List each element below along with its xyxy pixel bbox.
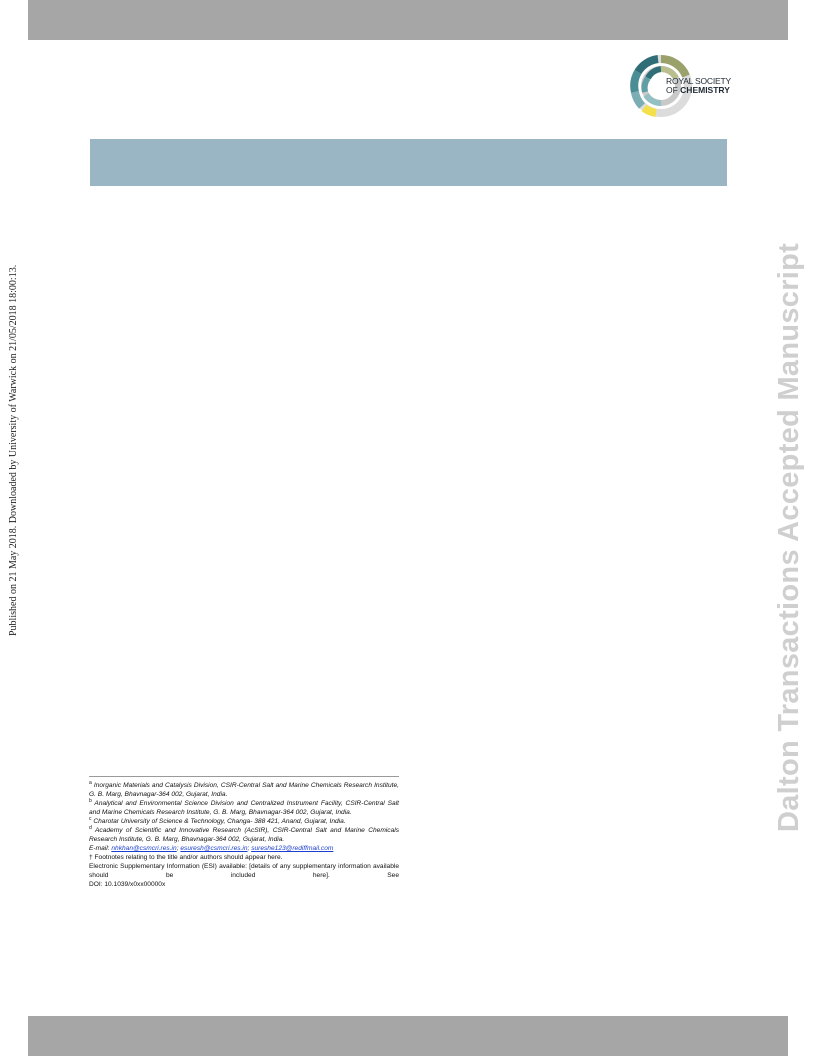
logo-line2: OF CHEMISTRY [666,85,730,95]
title-band [90,139,727,186]
bottom-gray-bar [28,1016,788,1056]
journal-watermark-text: Dalton Transactions Accepted Manuscript [773,242,805,832]
email-link-3[interactable]: sureshe123@rediffmail.com [251,845,334,852]
email-line: E-mail: nhkhan@csmcri.res.in; esuresh@csmcri.res.in; sureshe123@rediffmail.com [89,845,334,852]
rsc-logo-text [666,77,731,95]
footnotes [89,776,399,889]
footnote-c: $^c$ Charotar University of Science & Technology, Changa- 388 421, Anand, Gujarat, India. [89,815,346,825]
logo-line1: ROYAL SOCIETY [666,76,731,86]
published-notice: Published on 21 May 2018. Downloaded by University of Warwick on 21/05/2018 18:00:13. [8,264,19,636]
journal-watermark [772,220,806,832]
footnote-d: $^d$ Academy of Scientific and Innovative Research (AcSIR), CSIR-Central Salt and Marine Chemicals Research Institute, G. B. Marg, Bhavnagar-364 002, Gujarat, India. [89,824,400,843]
doi-line: DOI: 10.1039/x0xx00000x [89,881,166,888]
email-link-2[interactable]: esuresh@csmcri.res.in [180,845,248,852]
footnote-a: $^a$ Inorganic Materials and Catalysis Division, CSIR-Central Salt and Marine Chemicals Research Institute, G. B. Marg, Bhavnagar-364 002, Gujarat, India. [89,779,399,798]
top-gray-bar [28,0,788,40]
email-link-1[interactable]: nhkhan@csmcri.res.in [111,845,177,852]
published-sidebar [2,236,22,636]
footnote-rule [89,776,399,777]
footnote-b: $^b$ Analytical and Environmental Science Division and Centralized Instrument Facility, CSIR-Central Salt and Marine Chemicals Research Institute, G. B. Marg, Bhavnagar-364 002, Gujarat, India. [89,797,399,816]
esi-note: Electronic Supplementary Information (ESI) available: [details of any supplementary information available should be included here]. See [89,863,399,879]
dagger-footnote: † Footnotes relating to the title and/or authors should appear here. [89,854,283,861]
